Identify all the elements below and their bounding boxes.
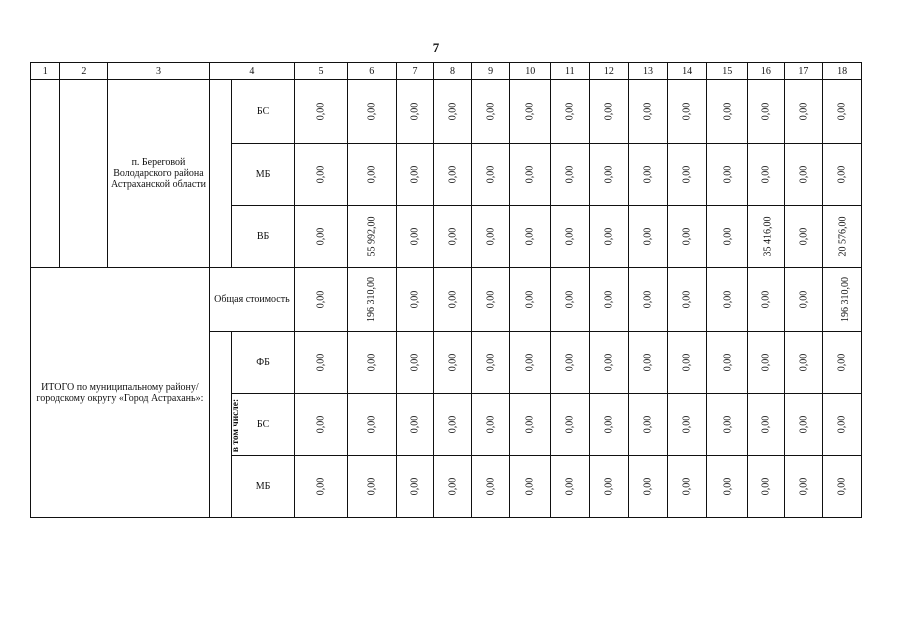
value-text: 0,00	[447, 165, 459, 184]
value-text: 0,00	[485, 290, 497, 309]
value-text: 0,00	[409, 415, 421, 434]
value-text: 0,00	[603, 165, 615, 184]
value-cell	[347, 144, 396, 206]
value-text: 0,00	[315, 290, 327, 309]
value-cell	[510, 268, 551, 332]
value-text: 0,00	[485, 353, 497, 372]
value-text: 0,00	[721, 353, 733, 372]
value-cell	[823, 394, 862, 456]
column-header: 7	[396, 63, 434, 80]
value-cell	[589, 268, 629, 332]
column-header: 1	[31, 63, 60, 80]
value-cell	[295, 80, 348, 144]
value-cell	[667, 206, 707, 268]
value-text: 0,00	[681, 227, 693, 246]
value-cell	[471, 80, 510, 144]
column-header: 2	[60, 63, 108, 80]
fund-code: МБ	[232, 144, 295, 206]
value-text: 0,00	[524, 353, 536, 372]
value-cell	[510, 80, 551, 144]
column-header: 9	[471, 63, 510, 80]
value-text: 0,00	[760, 165, 772, 184]
value-text: 0,00	[564, 102, 576, 121]
value-cell	[667, 394, 707, 456]
value-cell	[784, 144, 823, 206]
value-cell	[629, 456, 668, 518]
value-text: 0,00	[836, 477, 848, 496]
value-cell	[434, 144, 472, 206]
value-text: 0,00	[524, 227, 536, 246]
value-text: 0,00	[409, 165, 421, 184]
value-cell	[823, 144, 862, 206]
value-cell	[667, 332, 707, 394]
value-text: 0,00	[797, 477, 809, 496]
value-cell	[434, 394, 472, 456]
value-cell	[629, 332, 668, 394]
value-text: 0,00	[447, 415, 459, 434]
value-cell	[510, 206, 551, 268]
value-text: 0,00	[447, 290, 459, 309]
value-cell	[551, 456, 590, 518]
column-header: 13	[629, 63, 668, 80]
value-text: 0,00	[603, 290, 615, 309]
value-text: 0,00	[315, 415, 327, 434]
value-text: 0,00	[564, 353, 576, 372]
value-text: 0,00	[642, 102, 654, 121]
value-text: 20 576,00	[837, 216, 849, 257]
value-cell	[510, 456, 551, 518]
value-cell	[471, 206, 510, 268]
value-cell	[295, 206, 348, 268]
value-cell	[629, 206, 668, 268]
cell-col2	[60, 80, 108, 268]
value-cell	[471, 332, 510, 394]
value-cell	[434, 456, 472, 518]
value-text: 0,00	[721, 415, 733, 434]
value-cell	[629, 80, 668, 144]
value-cell	[295, 456, 348, 518]
column-header: 11	[551, 63, 590, 80]
cell-col4-left	[209, 80, 231, 268]
value-cell	[551, 144, 590, 206]
value-text: 0,00	[564, 227, 576, 246]
value-cell	[589, 144, 629, 206]
value-cell	[434, 268, 472, 332]
value-cell	[396, 144, 434, 206]
value-text: 0,00	[564, 165, 576, 184]
value-cell	[396, 394, 434, 456]
place-label: п. Береговой Володарского района Астраханской области	[108, 80, 210, 268]
value-cell	[434, 206, 472, 268]
in-total-cell	[209, 332, 241, 518]
value-text: 0,00	[642, 290, 654, 309]
column-header: 14	[667, 63, 707, 80]
table-row	[31, 268, 862, 332]
column-header: 10	[510, 63, 551, 80]
value-cell	[347, 394, 396, 456]
value-cell	[589, 394, 629, 456]
value-text: 196 310,00	[840, 277, 852, 322]
value-text: 0,00	[721, 227, 733, 246]
value-cell	[589, 206, 629, 268]
column-header: 17	[784, 63, 823, 80]
value-cell	[551, 268, 590, 332]
value-text: 0,00	[642, 353, 654, 372]
value-text: 0,00	[603, 227, 615, 246]
value-text: 0,00	[760, 290, 772, 309]
value-text: 0,00	[485, 165, 497, 184]
value-cell	[748, 332, 785, 394]
value-text: 0,00	[603, 353, 615, 372]
fund-code: ФБ	[232, 332, 295, 394]
value-text: 0,00	[485, 227, 497, 246]
value-text: 0,00	[564, 415, 576, 434]
value-text: 35 416,00	[762, 216, 774, 257]
value-text: 0,00	[681, 290, 693, 309]
value-text: 0,00	[836, 102, 848, 121]
in-total-label: в том числе:	[230, 398, 241, 452]
value-text: 0,00	[797, 290, 809, 309]
value-cell	[434, 332, 472, 394]
value-cell	[823, 456, 862, 518]
value-cell	[295, 394, 348, 456]
value-text: 0,00	[447, 227, 459, 246]
value-text: 0,00	[315, 102, 327, 121]
value-text: 0,00	[721, 290, 733, 309]
value-cell	[707, 144, 748, 206]
value-cell	[823, 268, 862, 332]
value-text: 0,00	[485, 477, 497, 496]
value-text: 0,00	[366, 165, 378, 184]
value-cell	[748, 394, 785, 456]
value-cell	[707, 206, 748, 268]
value-cell	[784, 332, 823, 394]
value-text: 0,00	[760, 415, 772, 434]
value-cell	[707, 456, 748, 518]
fund-code: БС	[232, 394, 295, 456]
value-cell	[823, 332, 862, 394]
value-cell	[823, 80, 862, 144]
value-text: 0,00	[797, 353, 809, 372]
value-cell	[748, 456, 785, 518]
value-text: 0,00	[603, 415, 615, 434]
value-text: 0,00	[315, 477, 327, 496]
value-cell	[667, 80, 707, 144]
value-text: 0,00	[797, 165, 809, 184]
value-text: 0,00	[447, 477, 459, 496]
value-text: 0,00	[447, 102, 459, 121]
value-cell	[784, 394, 823, 456]
value-cell	[629, 268, 668, 332]
value-cell	[823, 206, 862, 268]
value-text: 0,00	[366, 353, 378, 372]
value-cell	[396, 332, 434, 394]
column-header: 5	[295, 63, 348, 80]
value-cell	[667, 268, 707, 332]
value-cell	[551, 394, 590, 456]
value-cell	[347, 268, 396, 332]
value-text: 0,00	[603, 102, 615, 121]
value-cell	[471, 456, 510, 518]
value-text: 0,00	[366, 415, 378, 434]
value-cell	[707, 268, 748, 332]
value-cell	[707, 332, 748, 394]
total-label: ИТОГО по муниципальному району/городскому округу «Город Астрахань»:	[31, 268, 210, 518]
value-cell	[347, 332, 396, 394]
value-cell	[707, 394, 748, 456]
value-text: 0,00	[409, 227, 421, 246]
value-cell	[667, 456, 707, 518]
value-text: 0,00	[524, 290, 536, 309]
fund-code: ВБ	[232, 206, 295, 268]
value-cell	[510, 144, 551, 206]
value-text: 0,00	[797, 415, 809, 434]
value-cell	[434, 80, 472, 144]
column-header: 4	[209, 63, 294, 80]
value-text: 0,00	[797, 102, 809, 121]
column-header: 16	[748, 63, 785, 80]
value-text: 0,00	[681, 477, 693, 496]
value-cell	[295, 332, 348, 394]
value-cell	[551, 206, 590, 268]
value-text: 0,00	[836, 353, 848, 372]
value-cell	[551, 332, 590, 394]
column-header: 15	[707, 63, 748, 80]
fund-code: Общая стоимость	[209, 268, 294, 332]
value-text: 0,00	[524, 102, 536, 121]
value-text: 0,00	[409, 102, 421, 121]
value-text: 0,00	[485, 415, 497, 434]
value-text: 0,00	[642, 415, 654, 434]
value-text: 0,00	[409, 290, 421, 309]
value-cell	[784, 268, 823, 332]
value-text: 0,00	[836, 165, 848, 184]
value-cell	[396, 456, 434, 518]
value-text: 0,00	[721, 102, 733, 121]
value-text: 0,00	[721, 165, 733, 184]
value-cell	[396, 268, 434, 332]
column-header-row	[31, 63, 862, 80]
value-text: 0,00	[603, 477, 615, 496]
value-cell	[748, 206, 785, 268]
value-cell	[784, 456, 823, 518]
value-text: 0,00	[642, 477, 654, 496]
value-text: 0,00	[642, 227, 654, 246]
column-header: 18	[823, 63, 862, 80]
fund-code: БС	[232, 80, 295, 144]
value-cell	[347, 456, 396, 518]
value-cell	[589, 456, 629, 518]
value-text: 0,00	[485, 102, 497, 121]
value-text: 0,00	[366, 102, 378, 121]
value-cell	[347, 206, 396, 268]
value-text: 0,00	[409, 477, 421, 496]
value-cell	[629, 394, 668, 456]
value-text: 55 992,00	[366, 216, 378, 257]
value-text: 0,00	[315, 165, 327, 184]
column-header: 3	[108, 63, 210, 80]
value-text: 0,00	[721, 477, 733, 496]
value-text: 0,00	[315, 227, 327, 246]
value-text: 0,00	[836, 415, 848, 434]
value-cell	[510, 332, 551, 394]
value-cell	[551, 80, 590, 144]
value-cell	[295, 268, 348, 332]
column-header: 6	[347, 63, 396, 80]
value-cell	[471, 268, 510, 332]
value-text: 0,00	[524, 477, 536, 496]
value-text: 0,00	[760, 102, 772, 121]
column-header: 12	[589, 63, 629, 80]
value-text: 0,00	[797, 227, 809, 246]
value-text: 196 310,00	[366, 277, 378, 322]
value-cell	[589, 332, 629, 394]
value-text: 0,00	[681, 353, 693, 372]
value-text: 0,00	[564, 477, 576, 496]
value-text: 0,00	[524, 415, 536, 434]
value-text: 0,00	[409, 353, 421, 372]
value-cell	[471, 144, 510, 206]
fund-code: МБ	[232, 456, 295, 518]
value-cell	[396, 80, 434, 144]
value-text: 0,00	[447, 353, 459, 372]
value-cell	[707, 80, 748, 144]
value-cell	[748, 144, 785, 206]
value-cell	[510, 394, 551, 456]
value-text: 0,00	[681, 102, 693, 121]
value-cell	[471, 394, 510, 456]
value-cell	[347, 80, 396, 144]
value-cell	[295, 144, 348, 206]
value-text: 0,00	[642, 165, 654, 184]
value-text: 0,00	[760, 353, 772, 372]
value-cell	[396, 206, 434, 268]
table-row	[31, 80, 862, 144]
value-cell	[784, 206, 823, 268]
value-cell	[748, 80, 785, 144]
cell-col1	[31, 80, 60, 268]
value-text: 0,00	[564, 290, 576, 309]
value-text: 0,00	[760, 477, 772, 496]
value-text: 0,00	[366, 477, 378, 496]
page-number: 7	[432, 40, 440, 55]
value-cell	[667, 144, 707, 206]
value-cell	[589, 80, 629, 144]
value-text: 0,00	[315, 353, 327, 372]
value-cell	[784, 80, 823, 144]
value-cell	[748, 268, 785, 332]
value-cell	[629, 144, 668, 206]
budget-table	[30, 62, 862, 518]
value-text: 0,00	[681, 165, 693, 184]
value-text: 0,00	[524, 165, 536, 184]
column-header: 8	[434, 63, 472, 80]
value-text: 0,00	[681, 415, 693, 434]
